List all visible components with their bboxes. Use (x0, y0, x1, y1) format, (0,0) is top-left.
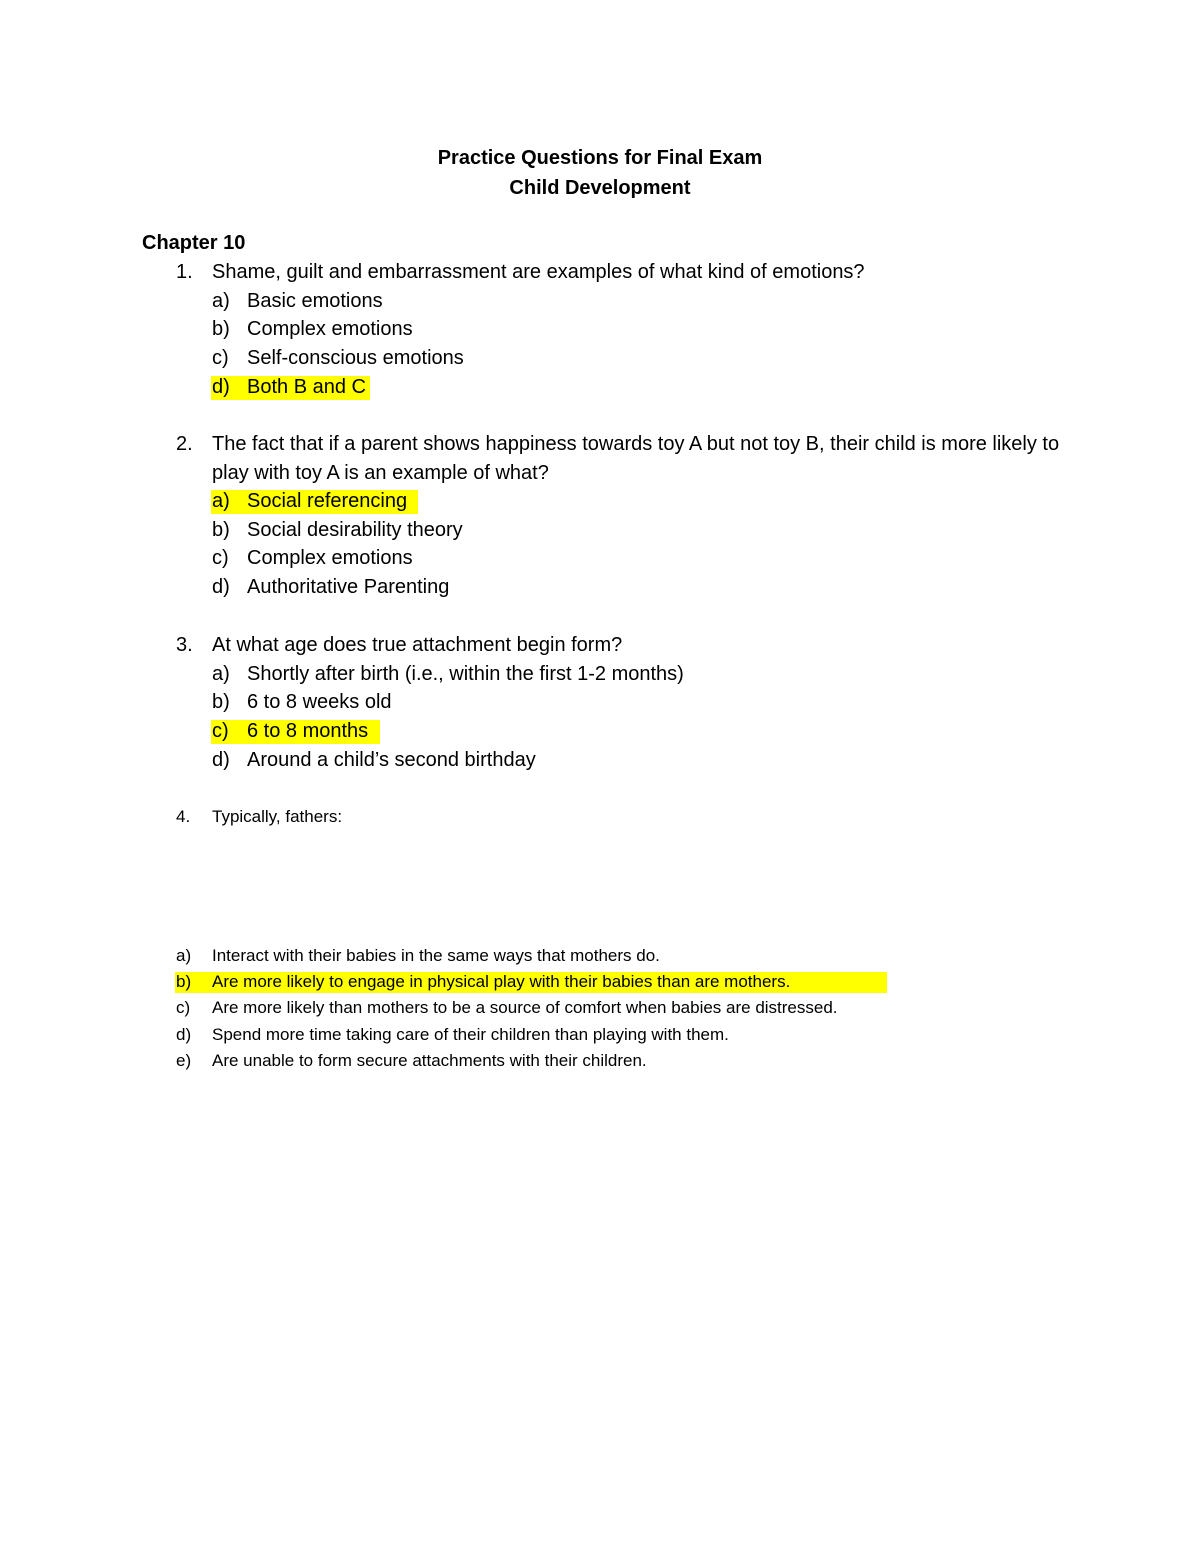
question-number: 1. (176, 261, 193, 283)
question-text: Shame, guilt and embarrassment are examples of what kind of emotions? (212, 261, 865, 283)
option-text: 6 to 8 weeks old (247, 691, 392, 714)
question-2 (0, 430, 1200, 602)
option-b (0, 688, 1200, 717)
option-text: Spend more time taking care of their children than playing with them. (212, 1024, 729, 1044)
option-text: Are unable to form secure attachments with their children. (212, 1050, 647, 1070)
option-d (0, 573, 1200, 602)
question-text: At what age does true attachment begin form? (212, 634, 623, 656)
option-a-highlighted (0, 487, 1200, 516)
option-letter: a) (212, 289, 230, 312)
question-1 (0, 258, 1200, 401)
option-b (0, 315, 1200, 344)
option-letter: d) (212, 576, 230, 599)
question-4-option-list (0, 943, 1200, 1074)
option-text: Complex emotions (247, 547, 413, 570)
option-letter: c) (212, 547, 229, 570)
option-c (0, 544, 1200, 573)
option-text: 6 to 8 months (247, 719, 369, 742)
option-letter: a) (212, 662, 230, 685)
option-d-highlighted (0, 373, 1200, 402)
option-text: Are more likely to engage in physical play with their babies than are mothers. (212, 972, 791, 992)
option-letter: d) (212, 748, 230, 771)
question-stem (0, 804, 1200, 830)
option-text: Self-conscious emotions (247, 346, 464, 369)
option-text: Social desirability theory (247, 518, 463, 541)
question-4 (0, 804, 1200, 830)
question-number: 2. (176, 433, 193, 455)
option-letter: b) (212, 691, 230, 714)
option-letter: c) (176, 998, 191, 1018)
option-letter: c) (212, 719, 229, 742)
option-d (0, 1022, 1200, 1048)
option-text: Around a child’s second birthday (247, 748, 536, 771)
option-text: Complex emotions (247, 318, 413, 341)
option-text: Authoritative Parenting (247, 576, 450, 599)
option-c-highlighted (0, 717, 1200, 746)
question-number: 4. (176, 807, 191, 826)
option-list (0, 287, 1200, 402)
option-list (0, 660, 1200, 775)
option-a (0, 287, 1200, 316)
option-text: Interact with their babies in the same ways that mothers do. (212, 946, 660, 965)
chapter-heading: Chapter 10 (142, 232, 246, 254)
option-d (0, 746, 1200, 775)
question-3 (0, 631, 1200, 774)
option-text: Both B and C (247, 375, 366, 398)
question-number: 3. (176, 634, 193, 656)
option-b (0, 516, 1200, 545)
question-text: Typically, fathers: (212, 807, 343, 826)
option-c (0, 344, 1200, 373)
question-stem (0, 631, 1200, 660)
document-title: Practice Questions for Final Exam (437, 147, 763, 169)
option-a (0, 660, 1200, 689)
option-letter: b) (176, 972, 192, 992)
document-subtitle: Child Development (509, 177, 691, 199)
question-stem (0, 258, 1200, 287)
question-stem (0, 430, 1200, 487)
title-block (0, 143, 1200, 203)
option-letter: e) (176, 1050, 192, 1070)
question-text: The fact that if a parent shows happiness towards toy A but not toy B, their child is more likely to play with toy A is an example of what? (212, 433, 1060, 484)
option-text: Shortly after birth (i.e., within the first 1-2 months) (247, 662, 684, 685)
option-text: Basic emotions (247, 289, 383, 312)
option-e (0, 1048, 1200, 1074)
option-letter: d) (176, 1024, 192, 1044)
option-c (0, 995, 1200, 1021)
option-letter: b) (212, 518, 230, 541)
option-list (0, 487, 1200, 602)
option-a (0, 943, 1200, 969)
option-letter: a) (212, 490, 230, 512)
option-text: Are more likely than mothers to be a source of comfort when babies are distressed. (212, 998, 838, 1018)
option-letter: c) (212, 346, 229, 369)
option-letter: d) (212, 375, 230, 398)
option-text: Social referencing (247, 490, 408, 512)
option-letter: b) (212, 318, 230, 341)
option-letter: a) (176, 946, 192, 965)
option-b-highlighted (0, 969, 1200, 995)
